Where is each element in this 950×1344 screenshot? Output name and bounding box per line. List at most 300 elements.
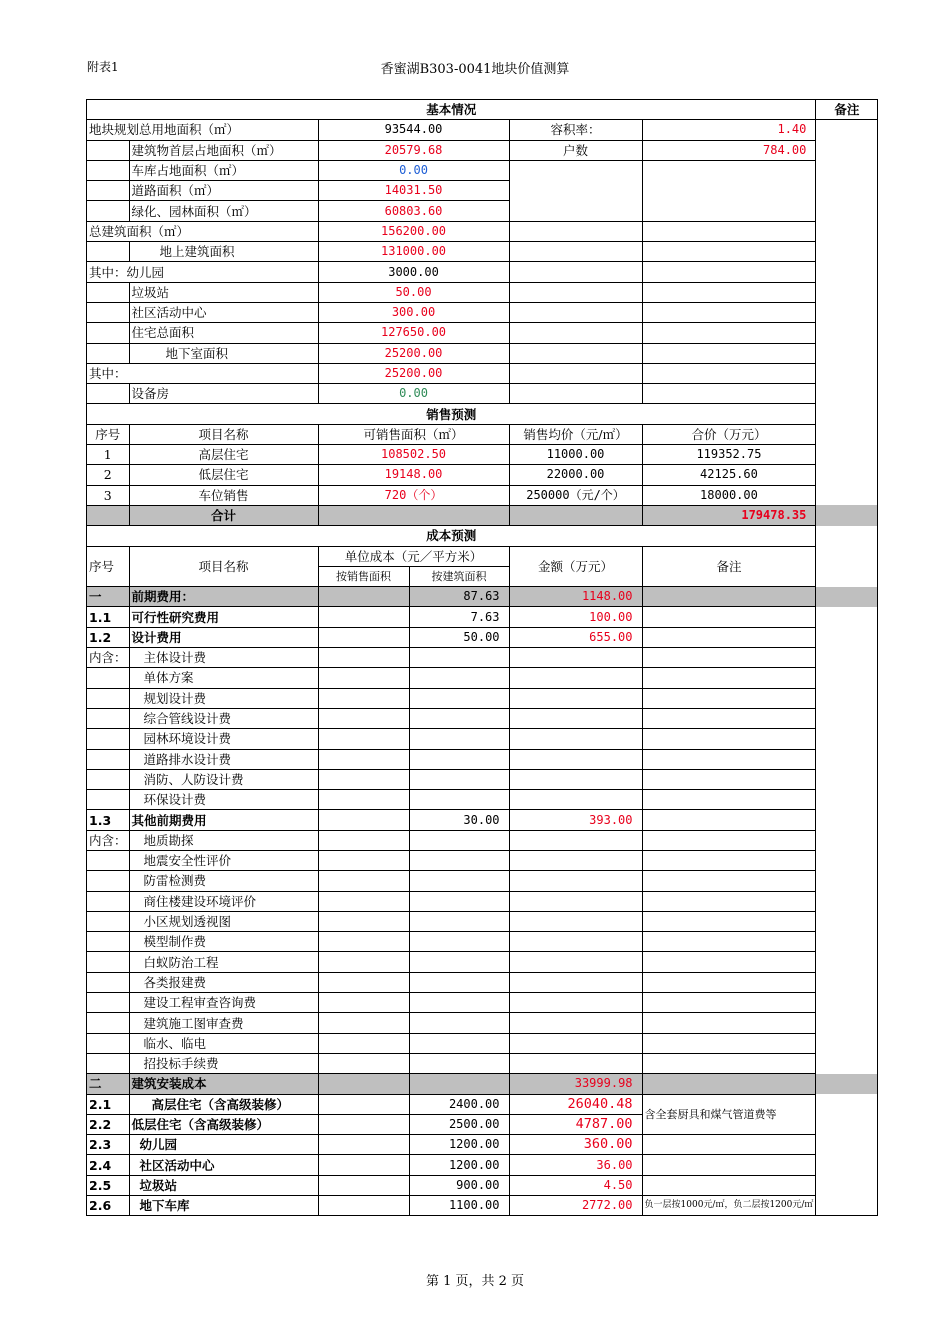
- empty-cell: [642, 932, 816, 952]
- empty-cell: [318, 932, 409, 952]
- cost-name: 幼儿园: [129, 1135, 318, 1155]
- empty-cell: [642, 810, 816, 830]
- col-header: 序号: [87, 546, 130, 587]
- sales-sum-label: 合计: [129, 505, 318, 525]
- remark-cell: [816, 201, 878, 221]
- sales-name: 低层住宅: [129, 465, 318, 485]
- cost-row: [87, 1135, 878, 1155]
- cost-no: 2.1: [87, 1094, 130, 1114]
- empty-cell: [409, 891, 509, 911]
- empty-cell: [642, 627, 816, 647]
- remark-cell: [816, 648, 878, 668]
- empty-cell: [509, 850, 642, 870]
- sales-price: 250000（元/个）: [509, 485, 642, 505]
- empty-cell: [642, 648, 816, 668]
- indent-cell: [87, 140, 130, 160]
- empty-cell: [318, 952, 409, 972]
- cost-no: 2.5: [87, 1175, 130, 1195]
- cost-item-row: [87, 1033, 878, 1053]
- empty-cell: [509, 363, 642, 383]
- cost-item-row: [87, 708, 878, 728]
- remark-cell: [816, 587, 878, 607]
- remark-cell: [816, 993, 878, 1013]
- cost-item-row: [87, 648, 878, 668]
- remark-cell: [816, 668, 878, 688]
- empty-cell: [509, 749, 642, 769]
- cost-item: 地质勘探: [129, 830, 318, 850]
- cost-unit: 900.00: [409, 1175, 509, 1195]
- remark-cell: [816, 1033, 878, 1053]
- empty-cell: [318, 972, 409, 992]
- cost-item: 商住楼建设环境评价: [129, 891, 318, 911]
- cost-amount: 4.50: [509, 1175, 642, 1195]
- empty-cell: [509, 932, 642, 952]
- remark-cell: [816, 526, 878, 546]
- basic-row: [87, 302, 878, 322]
- sales-total: 42125.60: [642, 465, 816, 485]
- remark-cell: [816, 627, 878, 647]
- cost-row: [87, 810, 878, 830]
- section-title-cost: 成本预测: [87, 526, 816, 546]
- sales-total: 119352.75: [642, 445, 816, 465]
- empty-cell: [509, 384, 642, 404]
- empty-cell: [642, 729, 816, 749]
- empty-cell: [318, 1094, 409, 1114]
- empty-cell: [87, 972, 130, 992]
- cost-item: 白蚁防治工程: [129, 952, 318, 972]
- basic-value: 0.00: [318, 160, 509, 180]
- empty-cell: [318, 648, 409, 668]
- col-header: 销售均价（元/㎡）: [509, 424, 642, 444]
- sales-no: 1: [87, 445, 130, 465]
- empty-cell: [642, 282, 816, 302]
- cost-amount: 100.00: [509, 607, 642, 627]
- cost-item: 防雷检测费: [129, 871, 318, 891]
- empty-cell: [318, 708, 409, 728]
- empty-cell: [642, 769, 816, 789]
- empty-cell: [409, 1033, 509, 1053]
- households-value: 784.00: [642, 140, 816, 160]
- cost-item-row: [87, 911, 878, 931]
- cost-row: [87, 1094, 878, 1114]
- empty-cell: [509, 911, 642, 931]
- remark-cell: [816, 688, 878, 708]
- sales-no: 2: [87, 465, 130, 485]
- remark-cell: [816, 1094, 878, 1114]
- empty-cell: [87, 790, 130, 810]
- remark-cell: [816, 1053, 878, 1073]
- remark-cell: [816, 1013, 878, 1033]
- empty-cell: [509, 871, 642, 891]
- cost-item-row: [87, 749, 878, 769]
- col-header: 单位成本（元／平方米）: [318, 546, 509, 566]
- basic-label: 总建筑面积（㎡）: [87, 221, 319, 241]
- cost-unit: 2500.00: [409, 1114, 509, 1134]
- empty-cell: [318, 810, 409, 830]
- empty-cell: [87, 1013, 130, 1033]
- sales-name: 高层住宅: [129, 445, 318, 465]
- basic-label: 地上建筑面积: [129, 242, 318, 262]
- cost-unit: 1200.00: [409, 1155, 509, 1175]
- empty-cell: [509, 790, 642, 810]
- empty-cell: [87, 891, 130, 911]
- cost-remark: 含全套厨具和煤气管道费等: [642, 1094, 816, 1135]
- empty-cell: [642, 242, 816, 262]
- basic-value: 25200.00: [318, 343, 509, 363]
- basic-row: [87, 140, 878, 160]
- cost-item-row: [87, 668, 878, 688]
- empty-cell: [87, 708, 130, 728]
- indent-cell: [87, 343, 130, 363]
- empty-cell: [318, 993, 409, 1013]
- empty-cell: [642, 688, 816, 708]
- remark-cell: [816, 546, 878, 566]
- valuation-table: [86, 99, 878, 1216]
- empty-cell: [642, 911, 816, 931]
- basic-value: 131000.00: [318, 242, 509, 262]
- cost-row: [87, 587, 878, 607]
- col-header: 序号: [87, 424, 130, 444]
- empty-cell: [409, 1053, 509, 1073]
- empty-cell: [409, 871, 509, 891]
- empty-cell: [409, 993, 509, 1013]
- plot-ratio-value: 1.40: [642, 120, 816, 140]
- cost-amount: 393.00: [509, 810, 642, 830]
- empty-cell: [642, 221, 816, 241]
- remark-cell: [816, 424, 878, 444]
- cost-item-row: [87, 932, 878, 952]
- cost-item: 建设工程审查咨询费: [129, 993, 318, 1013]
- empty-cell: [642, 1013, 816, 1033]
- remark-cell: [816, 221, 878, 241]
- remark-cell: [816, 505, 878, 525]
- basic-value: 60803.60: [318, 201, 509, 221]
- cost-item: 主体设计费: [129, 648, 318, 668]
- cost-amount: 360.00: [509, 1135, 642, 1155]
- basic-label: 车库占地面积（㎡）: [129, 160, 318, 180]
- empty-cell: [642, 363, 816, 383]
- cost-row: [87, 1175, 878, 1195]
- empty-cell: [318, 505, 509, 525]
- empty-cell: [509, 688, 642, 708]
- cost-amount: 26040.48: [509, 1094, 642, 1114]
- remark-cell: [816, 1114, 878, 1134]
- empty-cell: [409, 729, 509, 749]
- basic-row: [87, 120, 878, 140]
- cost-name: 垃圾站: [129, 1175, 318, 1195]
- cost-item: 招投标手续费: [129, 1053, 318, 1073]
- basic-row: [87, 323, 878, 343]
- empty-cell: [409, 648, 509, 668]
- remark-cell: [816, 932, 878, 952]
- col-header: 金额（万元）: [509, 546, 642, 587]
- empty-cell: [87, 688, 130, 708]
- cost-no: 二: [87, 1074, 130, 1094]
- empty-cell: [318, 1053, 409, 1073]
- col-header: 可销售面积（㎡）: [318, 424, 509, 444]
- empty-cell: [642, 993, 816, 1013]
- empty-cell: [642, 323, 816, 343]
- empty-cell: [87, 1033, 130, 1053]
- cost-name: 设计费用: [129, 627, 318, 647]
- col-header: 项目名称: [129, 424, 318, 444]
- cost-no: 2.4: [87, 1155, 130, 1175]
- empty-cell: [642, 262, 816, 282]
- empty-cell: [509, 1053, 642, 1073]
- remark-cell: [816, 1175, 878, 1195]
- basic-label: 住宅总面积: [129, 323, 318, 343]
- indent-cell: [87, 323, 130, 343]
- indent-cell: [87, 384, 130, 404]
- empty-cell: [509, 343, 642, 363]
- empty-cell: [642, 587, 816, 607]
- empty-cell: [318, 1114, 409, 1134]
- empty-cell: [642, 830, 816, 850]
- cost-name: 地下车库: [129, 1196, 318, 1216]
- empty-cell: [642, 850, 816, 870]
- remark-cell: [816, 363, 878, 383]
- empty-cell: [642, 871, 816, 891]
- cost-no: 2.3: [87, 1135, 130, 1155]
- empty-cell: [509, 993, 642, 1013]
- basic-row: [87, 242, 878, 262]
- basic-label: 设备房: [129, 384, 318, 404]
- empty-cell: [642, 952, 816, 972]
- cost-unit: 1200.00: [409, 1135, 509, 1155]
- cost-item: 小区规划透视图: [129, 911, 318, 931]
- empty-cell: [318, 607, 409, 627]
- empty-cell: [318, 587, 409, 607]
- sales-price: 22000.00: [509, 465, 642, 485]
- empty-cell: [642, 607, 816, 627]
- basic-row: [87, 343, 878, 363]
- cost-row: [87, 1196, 878, 1216]
- empty-cell: [509, 708, 642, 728]
- empty-cell: [642, 160, 816, 221]
- empty-cell: [318, 790, 409, 810]
- attachment-label: 附表1: [87, 60, 119, 74]
- cost-name: 前期费用：: [129, 587, 318, 607]
- basic-value: 93544.00: [318, 120, 509, 140]
- remark-cell: [816, 404, 878, 424]
- empty-cell: [642, 302, 816, 322]
- cost-item-row: [87, 952, 878, 972]
- cost-item-row: [87, 993, 878, 1013]
- cost-row: [87, 607, 878, 627]
- empty-cell: [318, 688, 409, 708]
- col-header: 备注: [642, 546, 816, 587]
- remark-cell: [816, 769, 878, 789]
- cost-item-row: [87, 790, 878, 810]
- remark-cell: [816, 810, 878, 830]
- empty-cell: [409, 769, 509, 789]
- empty-cell: [318, 627, 409, 647]
- col-header: 按销售面积: [318, 566, 409, 586]
- basic-header-row: [87, 100, 878, 120]
- basic-row: [87, 262, 878, 282]
- cost-amount: 36.00: [509, 1155, 642, 1175]
- cost-item-row: [87, 769, 878, 789]
- remark-cell: [816, 181, 878, 201]
- cost-no: 2.6: [87, 1196, 130, 1216]
- empty-cell: [509, 769, 642, 789]
- cost-row: [87, 627, 878, 647]
- remark-cell: [816, 749, 878, 769]
- section-title-basic: 基本情况: [87, 100, 816, 120]
- empty-cell: [642, 891, 816, 911]
- empty-cell: [318, 911, 409, 931]
- basic-value: 20579.68: [318, 140, 509, 160]
- empty-cell: [87, 729, 130, 749]
- indent-cell: [87, 302, 130, 322]
- empty-cell: [509, 1013, 642, 1033]
- remark-cell: [816, 160, 878, 180]
- empty-cell: [87, 505, 130, 525]
- cost-item: 模型制作费: [129, 932, 318, 952]
- basic-value: 25200.00: [318, 363, 509, 383]
- remark-cell: [816, 262, 878, 282]
- empty-cell: [409, 952, 509, 972]
- page-footer: 第 1 页，共 2 页: [425, 1274, 525, 1289]
- empty-cell: [409, 708, 509, 728]
- remark-cell: [816, 120, 878, 140]
- indent-cell: [87, 201, 130, 221]
- cost-amount: 4787.00: [509, 1114, 642, 1134]
- remark-cell: [816, 607, 878, 627]
- remark-cell: [816, 445, 878, 465]
- sales-price: 11000.00: [509, 445, 642, 465]
- indent-cell: [87, 181, 130, 201]
- cost-unit: 87.63: [409, 587, 509, 607]
- empty-cell: [87, 952, 130, 972]
- empty-cell: [87, 850, 130, 870]
- cost-no: 一: [87, 587, 130, 607]
- cost-item: 建筑施工图审查费: [129, 1013, 318, 1033]
- sales-area: 19148.00: [318, 465, 509, 485]
- empty-cell: [318, 1074, 409, 1094]
- empty-cell: [87, 769, 130, 789]
- remark-cell: [816, 1135, 878, 1155]
- cost-item: 园林环境设计费: [129, 729, 318, 749]
- empty-cell: [642, 1155, 816, 1175]
- cost-name: 建筑安装成本: [129, 1074, 318, 1094]
- empty-cell: [509, 160, 642, 221]
- basic-label: 社区活动中心: [129, 302, 318, 322]
- remark-cell: [816, 465, 878, 485]
- basic-label: 其中：: [87, 363, 319, 383]
- empty-cell: [409, 830, 509, 850]
- empty-cell: [318, 1155, 409, 1175]
- empty-cell: [87, 749, 130, 769]
- section-title-sales: 销售预测: [87, 404, 816, 424]
- remark-header: 备注: [816, 100, 878, 120]
- empty-cell: [509, 221, 642, 241]
- empty-cell: [318, 769, 409, 789]
- empty-cell: [409, 749, 509, 769]
- cost-remark: 负一层按1000元/㎡，负二层按1200元/㎡: [642, 1196, 816, 1216]
- contains-label: 内含：: [87, 830, 130, 850]
- cost-unit: 7.63: [409, 607, 509, 627]
- empty-cell: [509, 891, 642, 911]
- cost-item: 消防、人防设计费: [129, 769, 318, 789]
- remark-cell: [816, 972, 878, 992]
- empty-cell: [87, 911, 130, 931]
- empty-cell: [318, 668, 409, 688]
- remark-cell: [816, 911, 878, 931]
- remark-cell: [816, 485, 878, 505]
- col-header: 合价（万元）: [642, 424, 816, 444]
- remark-cell: [816, 952, 878, 972]
- basic-value: 156200.00: [318, 221, 509, 241]
- sales-title-row: [87, 404, 878, 424]
- empty-cell: [318, 891, 409, 911]
- cost-item-row: [87, 688, 878, 708]
- sales-area: 108502.50: [318, 445, 509, 465]
- cost-unit: 50.00: [409, 627, 509, 647]
- cost-unit: 30.00: [409, 810, 509, 830]
- empty-cell: [642, 1175, 816, 1195]
- cost-item: 环保设计费: [129, 790, 318, 810]
- empty-cell: [509, 952, 642, 972]
- empty-cell: [642, 384, 816, 404]
- empty-cell: [642, 1053, 816, 1073]
- basic-value: 50.00: [318, 282, 509, 302]
- col-header: 项目名称: [129, 546, 318, 587]
- indent-cell: [87, 282, 130, 302]
- basic-label: 其中：幼儿园: [87, 262, 319, 282]
- empty-cell: [642, 1135, 816, 1155]
- empty-cell: [642, 972, 816, 992]
- empty-cell: [318, 1196, 409, 1216]
- sales-header-row: [87, 424, 878, 444]
- cost-header-row: [87, 546, 878, 566]
- cost-item: 单体方案: [129, 668, 318, 688]
- basic-row: [87, 282, 878, 302]
- basic-value: 14031.50: [318, 181, 509, 201]
- cost-item: 地震安全性评价: [129, 850, 318, 870]
- remark-cell: [816, 282, 878, 302]
- empty-cell: [409, 911, 509, 931]
- basic-label: 地下室面积: [129, 343, 318, 363]
- cost-name: 社区活动中心: [129, 1155, 318, 1175]
- empty-cell: [87, 871, 130, 891]
- cost-unit: 1100.00: [409, 1196, 509, 1216]
- remark-cell: [816, 566, 878, 586]
- empty-cell: [409, 668, 509, 688]
- cost-name: 可行性研究费用: [129, 607, 318, 627]
- cost-item-row: [87, 871, 878, 891]
- cost-amount: 1148.00: [509, 587, 642, 607]
- empty-cell: [87, 1053, 130, 1073]
- sales-name: 车位销售: [129, 485, 318, 505]
- remark-cell: [816, 850, 878, 870]
- empty-cell: [409, 1074, 509, 1094]
- empty-cell: [509, 648, 642, 668]
- empty-cell: [318, 1033, 409, 1053]
- empty-cell: [509, 972, 642, 992]
- empty-cell: [509, 830, 642, 850]
- remark-cell: [816, 1155, 878, 1175]
- empty-cell: [642, 749, 816, 769]
- remark-cell: [816, 1074, 878, 1094]
- sales-no: 3: [87, 485, 130, 505]
- cost-item-row: [87, 891, 878, 911]
- cost-section-row: [87, 1074, 878, 1094]
- basic-row: [87, 221, 878, 241]
- remark-cell: [816, 830, 878, 850]
- page-title: 香蜜湖B303-0041地块价值测算: [380, 62, 570, 77]
- basic-row: [87, 363, 878, 383]
